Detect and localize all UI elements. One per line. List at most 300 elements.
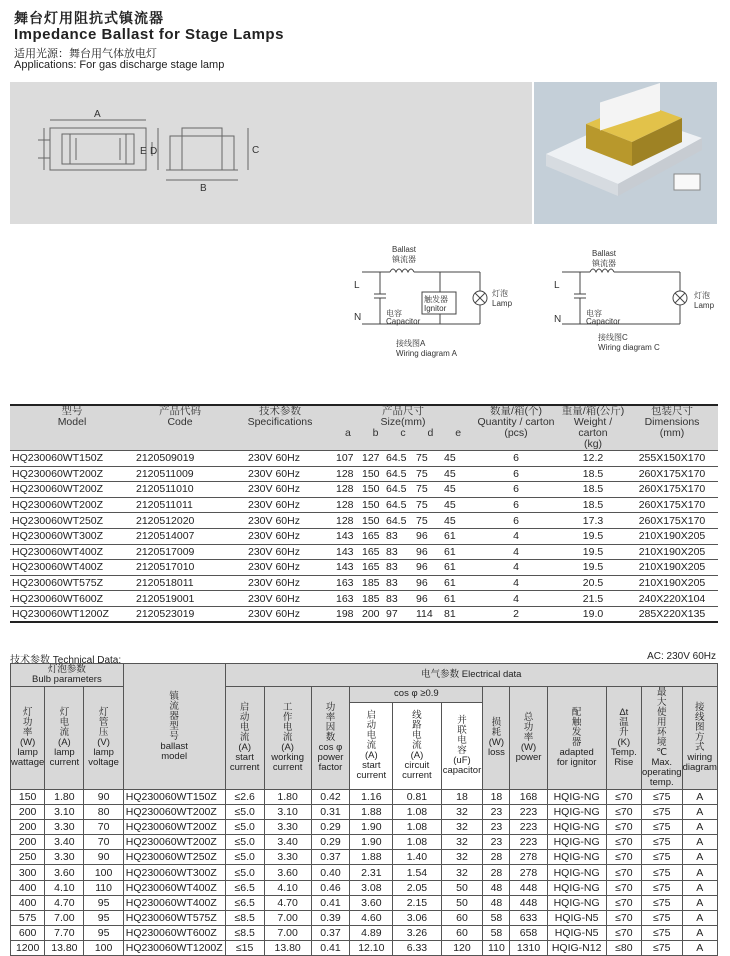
electrical-header: 电气参数 Electrical data bbox=[225, 664, 717, 687]
technical-cell: 1.90 bbox=[350, 835, 393, 850]
header-line: start bbox=[235, 752, 254, 763]
technical-cell: 1.54 bbox=[393, 865, 441, 880]
technical-cell: 200 bbox=[11, 805, 45, 820]
technical-cell: 4.70 bbox=[45, 895, 84, 910]
header-line: 灯 bbox=[59, 707, 70, 718]
product-cell: 127 bbox=[360, 451, 384, 467]
header-line: 功 bbox=[22, 717, 33, 728]
header-line: capacitor bbox=[442, 764, 482, 776]
header-line: 流 bbox=[59, 727, 70, 738]
technical-cell: 3.10 bbox=[264, 805, 311, 820]
product-cell: 165 bbox=[360, 560, 384, 576]
header-line: 电 bbox=[282, 722, 293, 733]
technical-cell: 110 bbox=[483, 940, 510, 955]
product-row bbox=[10, 591, 718, 607]
product-cell: HQ230060WT400Z bbox=[10, 544, 134, 560]
technical-cell: A bbox=[682, 835, 717, 850]
header-line: current bbox=[49, 757, 80, 768]
dim-e-label: E bbox=[140, 146, 147, 157]
col-size: 产品尺寸 Size(mm) a b c d e bbox=[334, 405, 472, 451]
header-line: current bbox=[272, 762, 303, 773]
header-line: lamp bbox=[17, 747, 38, 758]
dimension-drawing-panel bbox=[10, 82, 532, 224]
technical-cell: HQ230060WT575Z bbox=[123, 910, 225, 925]
header-line: 流 bbox=[239, 732, 250, 743]
technical-cell: 7.70 bbox=[45, 925, 84, 940]
technical-cell: 32 bbox=[441, 805, 483, 820]
product-cell: 128 bbox=[334, 513, 360, 529]
technical-cell: 28 bbox=[483, 850, 510, 865]
technical-cell: ≤5.0 bbox=[225, 805, 264, 820]
product-cell: 150 bbox=[360, 497, 384, 513]
product-cell: 18.5 bbox=[560, 497, 626, 513]
technical-cell: ≤75 bbox=[641, 865, 682, 880]
technical-cell: 223 bbox=[510, 835, 547, 850]
header-line: model bbox=[161, 750, 188, 762]
header-line: 境 bbox=[656, 737, 667, 748]
product-cell: 96 bbox=[414, 591, 442, 607]
product-cell: 107 bbox=[334, 451, 360, 467]
technical-cell: HQ230060WT200Z bbox=[123, 835, 225, 850]
technical-cell: 32 bbox=[441, 835, 483, 850]
technical-cell: ≤5.0 bbox=[225, 850, 264, 865]
header-line: 方 bbox=[695, 732, 705, 743]
technical-cell: 3.40 bbox=[264, 835, 311, 850]
product-cell: 143 bbox=[334, 528, 360, 544]
technical-cell: ≤70 bbox=[606, 910, 641, 925]
technical-cell: ≤70 bbox=[606, 850, 641, 865]
technical-cell: 448 bbox=[510, 895, 547, 910]
technical-cell: 60 bbox=[441, 925, 483, 940]
technical-cell: ≤6.5 bbox=[225, 880, 264, 895]
product-cell: 45 bbox=[442, 513, 472, 529]
technical-cell: ≤5.0 bbox=[225, 835, 264, 850]
technical-cell: 223 bbox=[510, 805, 547, 820]
technical-cell: 70 bbox=[84, 835, 123, 850]
technical-cell: ≤75 bbox=[641, 910, 682, 925]
product-cell: 285X220X135 bbox=[626, 606, 718, 622]
header-line: 图 bbox=[695, 722, 705, 733]
technical-cell: 23 bbox=[483, 820, 510, 835]
diagram-c-caption-cn: 接线图C bbox=[598, 333, 628, 342]
header-line: operating bbox=[641, 767, 682, 778]
technical-cell: 400 bbox=[11, 895, 45, 910]
product-cell: HQ230060WT600Z bbox=[10, 591, 134, 607]
lamp-voltage-header bbox=[84, 687, 123, 790]
lamp-current-header bbox=[45, 687, 84, 790]
technical-cell: 278 bbox=[510, 865, 547, 880]
technical-cell: HQ230060WT200Z bbox=[123, 805, 225, 820]
product-cell: 12.2 bbox=[560, 451, 626, 467]
product-cell: 2120514007 bbox=[134, 528, 226, 544]
technical-row bbox=[11, 850, 718, 865]
technical-cell: 100 bbox=[84, 940, 123, 955]
start-current-header bbox=[225, 687, 264, 790]
product-cell: 20.5 bbox=[560, 575, 626, 591]
size-c: c bbox=[400, 427, 406, 439]
header-line: current bbox=[356, 769, 387, 781]
product-cell: 260X175X170 bbox=[626, 497, 718, 513]
product-cell: 19.0 bbox=[560, 606, 626, 622]
technical-cell: 120 bbox=[441, 940, 483, 955]
technical-cell: 0.31 bbox=[311, 805, 350, 820]
technical-cell: 633 bbox=[510, 910, 547, 925]
loss-header bbox=[483, 687, 510, 790]
technical-cell: 48 bbox=[483, 880, 510, 895]
header-line: 器 bbox=[169, 710, 179, 722]
technical-cell: ≤75 bbox=[641, 880, 682, 895]
diagram-a-l: L bbox=[354, 280, 360, 291]
ballast-model-header bbox=[123, 664, 225, 790]
product-cell: 163 bbox=[334, 575, 360, 591]
header-line: (K) bbox=[617, 737, 631, 748]
header-line: current bbox=[402, 769, 432, 781]
diagram-c-capacitor-cn: 电容 bbox=[586, 309, 602, 318]
technical-cell: 28 bbox=[483, 865, 510, 880]
product-cell: 2120511009 bbox=[134, 466, 226, 482]
header-line: (A) bbox=[58, 737, 71, 748]
product-cell: 230V 60Hz bbox=[226, 513, 334, 529]
diagram-a-ballast-cn: 镇流器 bbox=[392, 255, 416, 264]
technical-cell: 12.10 bbox=[350, 940, 393, 955]
header-line: Max. bbox=[651, 757, 673, 768]
product-cell: 75 bbox=[414, 482, 442, 498]
technical-cell: A bbox=[682, 880, 717, 895]
product-table-header bbox=[10, 405, 718, 451]
header-line: 大 bbox=[656, 697, 667, 708]
product-cell: 96 bbox=[414, 575, 442, 591]
header-line: Temp. bbox=[610, 747, 637, 758]
header-line: 式 bbox=[695, 742, 705, 753]
technical-cell: ≤70 bbox=[606, 895, 641, 910]
technical-cell: 32 bbox=[441, 865, 483, 880]
product-cell: 150 bbox=[360, 466, 384, 482]
technical-cell: ≤5.0 bbox=[225, 820, 264, 835]
technical-cell: 0.46 bbox=[311, 880, 350, 895]
header-line: cos φ bbox=[318, 742, 343, 753]
col-code: 产品代码 Code bbox=[134, 405, 226, 451]
header-line: 号 bbox=[169, 730, 179, 742]
header-line: 作 bbox=[282, 712, 293, 723]
product-cell: 61 bbox=[442, 528, 472, 544]
technical-table bbox=[10, 663, 718, 956]
header-line: 接 bbox=[695, 702, 705, 713]
product-cell: 260X175X170 bbox=[626, 513, 718, 529]
working-current-header bbox=[264, 687, 311, 790]
header-line: 电 bbox=[59, 717, 70, 728]
technical-cell: 32 bbox=[441, 850, 483, 865]
product-cell: 96 bbox=[414, 528, 442, 544]
product-cell: 210X190X205 bbox=[626, 560, 718, 576]
technical-row bbox=[11, 940, 718, 955]
diagram-a-ballast-en: Ballast bbox=[392, 245, 417, 254]
col-weight: 重量/箱(公斤) Weight / carton (kg) bbox=[561, 405, 625, 450]
product-cell: 6 bbox=[472, 451, 560, 467]
technical-cell: 23 bbox=[483, 835, 510, 850]
power-header bbox=[510, 687, 547, 790]
header-line: factor bbox=[318, 762, 343, 773]
technical-cell: 0.39 bbox=[311, 910, 350, 925]
product-cell: 165 bbox=[360, 544, 384, 560]
technical-cell: 0.37 bbox=[311, 925, 350, 940]
product-cell: 255X150X170 bbox=[626, 451, 718, 467]
product-cell: 21.5 bbox=[560, 591, 626, 607]
technical-cell: HQIG-N5 bbox=[547, 925, 606, 940]
technical-cell: 95 bbox=[84, 925, 123, 940]
technical-cell: 1.80 bbox=[45, 790, 84, 805]
product-cell: 2120512020 bbox=[134, 513, 226, 529]
header-line: 动 bbox=[366, 719, 377, 731]
product-cell: 64.5 bbox=[384, 451, 414, 467]
product-cell: 210X190X205 bbox=[626, 528, 718, 544]
ac-label: AC: 230V 60Hz bbox=[647, 651, 716, 662]
diagram-a-ignitor-cn: 触发器 bbox=[424, 295, 448, 304]
technical-cell: 0.37 bbox=[311, 850, 350, 865]
product-cell: 75 bbox=[414, 513, 442, 529]
header-line: (V) bbox=[97, 737, 110, 748]
technical-cell: 48 bbox=[483, 895, 510, 910]
product-cell: 143 bbox=[334, 560, 360, 576]
technical-cell: 3.60 bbox=[45, 865, 84, 880]
product-cell: 17.3 bbox=[560, 513, 626, 529]
product-cell: 2120511010 bbox=[134, 482, 226, 498]
header-line: adapted bbox=[559, 747, 594, 758]
header-line: temp. bbox=[649, 777, 674, 788]
product-cell: 240X220X104 bbox=[626, 591, 718, 607]
size-a: a bbox=[344, 427, 351, 439]
header-line: wattage bbox=[11, 757, 45, 768]
product-cell: 2120509019 bbox=[134, 451, 226, 467]
header-line: 流 bbox=[282, 732, 293, 743]
technical-cell: A bbox=[682, 820, 717, 835]
product-row bbox=[10, 513, 718, 529]
header-line: 流 bbox=[366, 739, 377, 751]
product-cell: 96 bbox=[414, 560, 442, 576]
technical-cell: HQ230060WT150Z bbox=[123, 790, 225, 805]
technical-cell: 278 bbox=[510, 850, 547, 865]
product-cell: 150 bbox=[360, 513, 384, 529]
product-cell: 210X190X205 bbox=[626, 544, 718, 560]
technical-cell: HQ230060WT250Z bbox=[123, 850, 225, 865]
product-cell: 4 bbox=[472, 591, 560, 607]
product-cell: 96 bbox=[414, 544, 442, 560]
wiring-diagrams bbox=[0, 236, 730, 366]
technical-cell: HQIG-NG bbox=[547, 865, 606, 880]
header-line: 流 bbox=[169, 700, 179, 712]
technical-cell: 60 bbox=[441, 910, 483, 925]
header-line: 型 bbox=[169, 720, 179, 732]
product-cell: 75 bbox=[414, 466, 442, 482]
header-line: 升 bbox=[619, 727, 629, 738]
lamp-wattage-header bbox=[11, 687, 45, 790]
technical-cell: A bbox=[682, 940, 717, 955]
product-row bbox=[10, 466, 718, 482]
technical-cell: 3.08 bbox=[350, 880, 393, 895]
product-cell: 185 bbox=[360, 591, 384, 607]
product-row bbox=[10, 544, 718, 560]
technical-cell: 80 bbox=[84, 805, 123, 820]
header-line: power bbox=[317, 752, 344, 763]
product-cell: 64.5 bbox=[384, 497, 414, 513]
product-cell: 230V 60Hz bbox=[226, 528, 334, 544]
technical-cell: A bbox=[682, 925, 717, 940]
product-cell: 18.5 bbox=[560, 482, 626, 498]
diagram-a-lamp-en: Lamp bbox=[492, 299, 513, 308]
header-line: (W) bbox=[19, 737, 36, 748]
technical-cell: ≤75 bbox=[641, 835, 682, 850]
product-cell: 61 bbox=[442, 544, 472, 560]
technical-cell: ≤70 bbox=[606, 820, 641, 835]
header-line: ℃ bbox=[656, 747, 668, 758]
technical-cell: 4.10 bbox=[45, 880, 84, 895]
product-cell: 143 bbox=[334, 544, 360, 560]
product-cell: 61 bbox=[442, 560, 472, 576]
size-b: b bbox=[372, 427, 379, 439]
header-line: voltage bbox=[88, 757, 119, 768]
header-line: 路 bbox=[412, 719, 422, 731]
product-cell: 64.5 bbox=[384, 513, 414, 529]
technical-row bbox=[11, 895, 718, 910]
header-line: 器 bbox=[571, 737, 582, 748]
technical-cell: 1.16 bbox=[350, 790, 393, 805]
product-cell: 4 bbox=[472, 528, 560, 544]
dim-d-label: D bbox=[150, 146, 158, 157]
technical-cell: HQIG-NG bbox=[547, 835, 606, 850]
technical-cell: 95 bbox=[84, 910, 123, 925]
product-table bbox=[10, 404, 718, 623]
product-cell: 128 bbox=[334, 482, 360, 498]
technical-cell: 3.60 bbox=[350, 895, 393, 910]
product-cell: 6 bbox=[472, 513, 560, 529]
technical-cell: 0.41 bbox=[311, 895, 350, 910]
header-line: Δt bbox=[619, 707, 629, 718]
product-row bbox=[10, 528, 718, 544]
product-cell: 64.5 bbox=[384, 466, 414, 482]
header-line: 容 bbox=[457, 744, 467, 756]
technical-cell: HQIG-NG bbox=[547, 820, 606, 835]
product-cell: 83 bbox=[384, 575, 414, 591]
header-line: 数 bbox=[325, 732, 336, 743]
technical-cell: HQIG-NG bbox=[547, 850, 606, 865]
header-line: lamp bbox=[54, 747, 75, 758]
technical-cell: 90 bbox=[84, 790, 123, 805]
header-line: 电 bbox=[366, 729, 377, 741]
technical-cell: A bbox=[682, 910, 717, 925]
technical-cell: ≤8.5 bbox=[225, 925, 264, 940]
technical-cell: 0.29 bbox=[311, 820, 350, 835]
header-line: 功 bbox=[325, 702, 336, 713]
technical-cell: A bbox=[682, 850, 717, 865]
capacitor-header bbox=[441, 702, 483, 789]
diagram-a-capacitor-cn: 电容 bbox=[386, 309, 402, 318]
diagram-c-ballast-cn: 镇流器 bbox=[592, 259, 616, 268]
dim-c-label: C bbox=[252, 145, 260, 156]
product-cell: 19.5 bbox=[560, 560, 626, 576]
technical-cell: ≤8.5 bbox=[225, 910, 264, 925]
header-line: ballast bbox=[160, 740, 188, 752]
product-cell: 2 bbox=[472, 606, 560, 622]
technical-cell: A bbox=[682, 790, 717, 805]
header-line: (W) bbox=[520, 742, 537, 753]
header-line: 线 bbox=[695, 712, 705, 723]
technical-cell: 3.10 bbox=[45, 805, 84, 820]
technical-cell: 90 bbox=[84, 850, 123, 865]
header-line: power bbox=[515, 752, 542, 763]
technical-cell: HQ230060WT400Z bbox=[123, 880, 225, 895]
product-cell: HQ230060WT400Z bbox=[10, 560, 134, 576]
technical-cell: ≤6.5 bbox=[225, 895, 264, 910]
header-line: (W) bbox=[488, 737, 505, 748]
product-cell: 4 bbox=[472, 560, 560, 576]
technical-cell: 0.81 bbox=[393, 790, 441, 805]
technical-cell: HQ230060WT200Z bbox=[123, 820, 225, 835]
product-cell: 83 bbox=[384, 591, 414, 607]
product-cell: 230V 60Hz bbox=[226, 591, 334, 607]
technical-cell: 4.60 bbox=[350, 910, 393, 925]
product-cell: 61 bbox=[442, 575, 472, 591]
diagram-c-lamp-en: Lamp bbox=[694, 301, 715, 310]
header-line: 耗 bbox=[491, 727, 502, 738]
technical-cell: 0.42 bbox=[311, 790, 350, 805]
header-line: 损 bbox=[491, 717, 502, 728]
technical-cell: 3.06 bbox=[393, 910, 441, 925]
product-cell: 230V 60Hz bbox=[226, 606, 334, 622]
technical-cell: 18 bbox=[483, 790, 510, 805]
technical-cell: ≤70 bbox=[606, 805, 641, 820]
technical-cell: ≤70 bbox=[606, 925, 641, 940]
technical-cell: 3.40 bbox=[45, 835, 84, 850]
diagram-a-ignitor-en: Ignitor bbox=[424, 304, 447, 313]
technical-cell: 3.30 bbox=[45, 850, 84, 865]
header-line: working bbox=[271, 752, 305, 763]
technical-cell: 150 bbox=[11, 790, 45, 805]
technical-cell: 168 bbox=[510, 790, 547, 805]
product-cell: 83 bbox=[384, 528, 414, 544]
header-line: diagram bbox=[682, 762, 717, 773]
technical-cell: ≤75 bbox=[641, 805, 682, 820]
technical-row bbox=[11, 865, 718, 880]
header-line: 启 bbox=[366, 709, 377, 721]
technical-cell: ≤75 bbox=[641, 925, 682, 940]
technical-cell: ≤70 bbox=[606, 790, 641, 805]
technical-row bbox=[11, 880, 718, 895]
header-line: (A) bbox=[281, 742, 294, 753]
product-cell: 19.5 bbox=[560, 528, 626, 544]
product-cell: HQ230060WT150Z bbox=[10, 451, 134, 467]
technical-cell: 58 bbox=[483, 910, 510, 925]
product-cell: 6 bbox=[472, 482, 560, 498]
header-line: wiring bbox=[687, 752, 713, 763]
technical-cell: HQ230060WT1200Z bbox=[123, 940, 225, 955]
header-line: 触 bbox=[571, 717, 582, 728]
product-cell: 2120517009 bbox=[134, 544, 226, 560]
technical-cell: 50 bbox=[441, 880, 483, 895]
header-line: 率 bbox=[22, 727, 33, 738]
technical-cell: ≤75 bbox=[641, 790, 682, 805]
col-qty: 数量/箱(个) Quantity / carton (pcs) bbox=[472, 405, 560, 451]
product-cell: 128 bbox=[334, 466, 360, 482]
technical-cell: 1.08 bbox=[393, 805, 441, 820]
technical-cell: 3.30 bbox=[264, 850, 311, 865]
technical-cell: 250 bbox=[11, 850, 45, 865]
max-temp-header bbox=[641, 687, 682, 790]
product-cell: 230V 60Hz bbox=[226, 482, 334, 498]
product-row bbox=[10, 482, 718, 498]
technical-cell: 448 bbox=[510, 880, 547, 895]
bulb-params-header: 灯泡参数 Bulb parameters bbox=[11, 664, 124, 687]
header-line: 功 bbox=[523, 722, 534, 733]
ballast-photo-illustration bbox=[534, 82, 717, 224]
